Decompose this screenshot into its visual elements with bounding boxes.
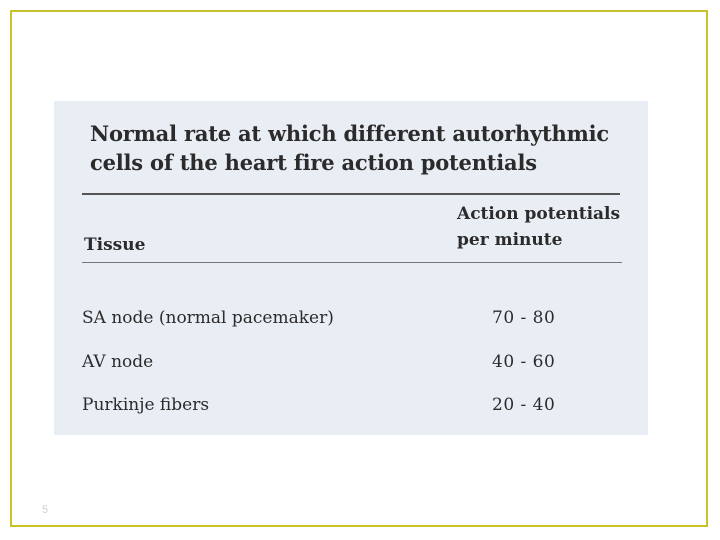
table-image [54, 101, 648, 435]
cell-rate: 70 - 80 [492, 308, 556, 328]
column-header-rate: Action potentials per minute [457, 204, 621, 250]
column-header-tissue: Tissue [84, 235, 146, 255]
table-row [54, 347, 648, 377]
table-title: Normal rate at which different autorhythmic cells of the heart fire action potentials [90, 121, 609, 175]
cell-rate: 20 - 40 [492, 395, 556, 415]
cell-tissue: SA node (normal pacemaker) [82, 308, 334, 328]
page-number: 5 [42, 504, 49, 516]
cell-rate: 40 - 60 [492, 352, 556, 372]
table-header-rule [82, 262, 622, 263]
table-row [54, 303, 648, 333]
cell-tissue: Purkinje fibers [82, 395, 210, 415]
cell-tissue: AV node [82, 352, 154, 372]
table-top-rule [82, 193, 620, 195]
table-row [54, 390, 648, 420]
